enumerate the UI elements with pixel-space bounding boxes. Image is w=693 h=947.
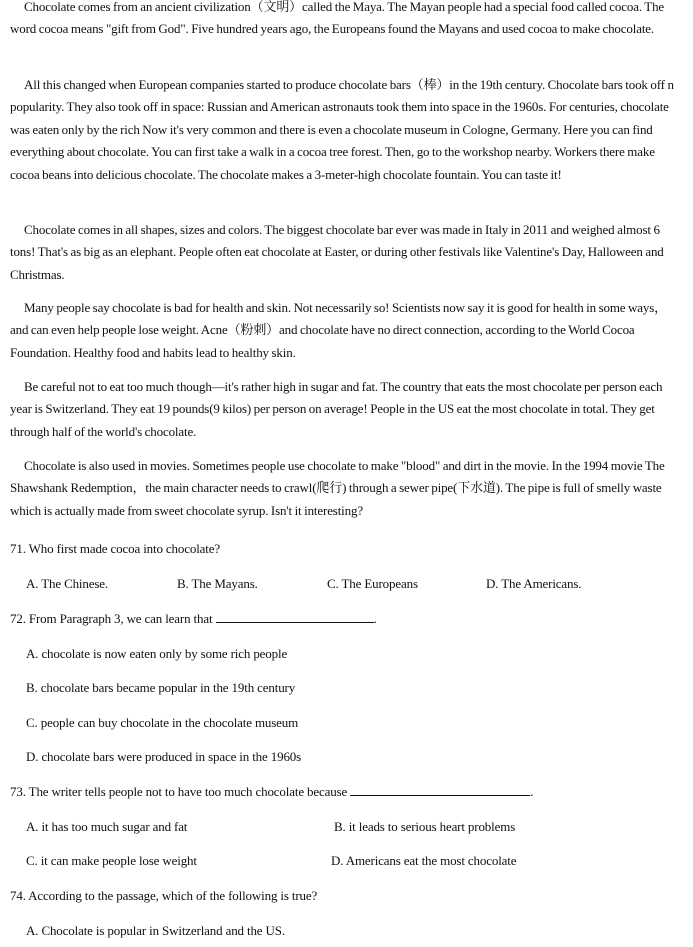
paragraph-3: Chocolate comes in all shapes, sizes and colors. The biggest chocolate bar ever was made in Italy in 2011 and weighed almost 6 tons! That's as big as an elephant. People often eat chocolate at Easter, or during other festivals like Valentine's Day, Halloween and Christmas. (10, 222, 664, 282)
question-73-option-b: B. it leads to serious heart problems (334, 819, 516, 834)
paragraph-4: Many people say chocolate is bad for health and skin. Not necessarily so! Scientists now say it is good for health in some ways， and can even help people lose weight. Acne（粉刺）and chocolate have no direct connection, according to the World Cocoa Foundation. Healthy food and habits lead to healthy skin. (10, 300, 667, 360)
paragraph-5: Be careful not to eat too much though—it's rather high in sugar and fat. The country that eats the most chocolate per person each year is Switzerland. They eat 19 pounds(9 kilos) per person on average! People in the US eat the most chocolate in total. They get through half of the world's chocolate. (10, 379, 663, 439)
question-72-option-c: C. people can buy chocolate in the chocolate museum (26, 715, 299, 730)
paragraph-6: Chocolate is also used in movies. Sometimes people use chocolate to make "blood" and dirt in the movie. In the 1994 movie The Shawshank Redemption，the main character needs to crawl(爬行) through a sewer pipe(下水道). The pipe is full of smelly waste which is actually made from sweet chocolate syrup. Isn't it interesting? (10, 458, 665, 518)
question-72-option-d: D. chocolate bars were produced in space in the 1960s (26, 749, 302, 764)
question-73-option-a: A. it has too much sugar and fat (26, 819, 188, 834)
question-74-stem: 74. According to the passage, which of the following is true? (10, 888, 318, 903)
question-71-stem: 71. Who first made cocoa into chocolate? (10, 541, 220, 556)
answer-blank (216, 610, 374, 623)
question-73-option-c: C. it can make people lose weight (26, 853, 197, 868)
answer-blank (350, 783, 530, 796)
question-73-text: 73. The writer tells people not to have too much chocolate because (10, 784, 348, 799)
question-71-option-d: D. The Americans. (486, 576, 582, 591)
paragraph-1: Chocolate comes from an ancient civilization（文明）called the Maya. The Mayan people had a special food called cocoa. The word cocoa means "gift from God". Five hundred years ago, the Europeans found the Mayans and used cocoa to make chocolate. (10, 0, 665, 37)
question-73-option-d: D. Americans eat the most chocolate (331, 853, 517, 868)
question-71-option-c: C. The Europeans (327, 576, 418, 591)
question-73-stem (10, 783, 533, 801)
paragraph-2: All this changed when European companies started to produce chocolate bars（棒）in the 19th century. Chocolate bars took off n popularity. They also took off in space: Russian and American astronauts took them into space in the 1960s. For centuries, chocolate was eaten only by the rich Now it's very common and there is even a chocolate museum in Cologne, Germany. Here you can find everything about chocolate. You can first take a walk in a cocoa tree forest. Then, go to the workshop nearby. Workers there make cocoa beans into delicious chocolate. The chocolate makes a 3-meter-high chocolate fountain. You can taste it! (10, 77, 674, 182)
question-71-option-a: A. The Chinese. (26, 576, 108, 591)
question-72-end: . (373, 611, 377, 626)
question-71-option-b: B. The Mayans. (177, 576, 258, 591)
question-72-stem (10, 610, 377, 628)
question-74-option-a: A. Chocolate is popular in Switzerland and the US. (26, 923, 285, 938)
question-72-option-b: B. chocolate bars became popular in the 19th century (26, 680, 296, 695)
question-72-option-a: A. chocolate is now eaten only by some rich people (26, 646, 288, 661)
question-73-end: . (530, 784, 534, 799)
question-72-text: 72. From Paragraph 3, we can learn that (10, 611, 213, 626)
